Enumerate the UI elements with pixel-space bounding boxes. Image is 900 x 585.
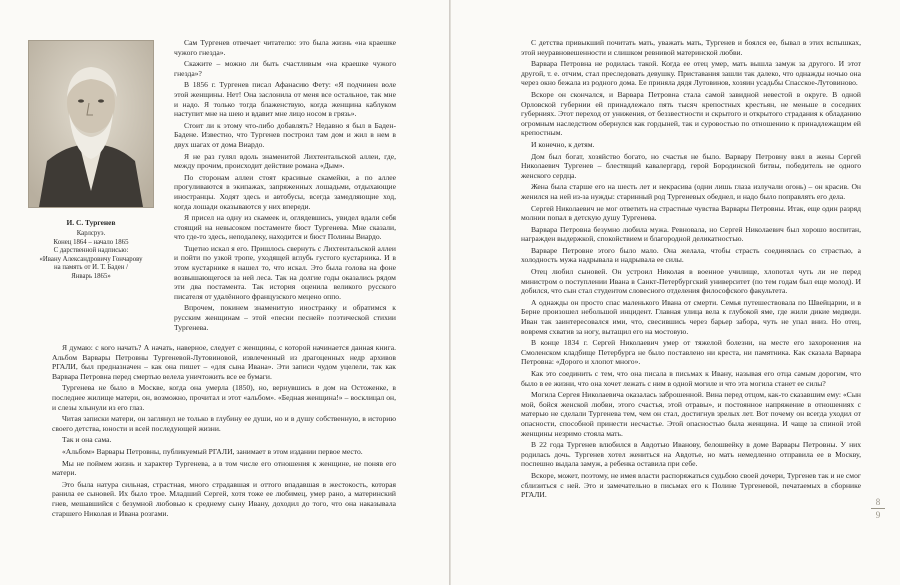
paragraph: Могила Сергея Николаевича оказалась заброшенной. Вина перед отцом, как-то сказавшим ему: «Сын мой, бойся женской любви, этого счастья, этой отравы», и постоянное напряжение в отношениях с матерью не сделали Тургенева тем, чем он стал, достигнув зрелых лет. Вот почему он всегда уходил от опасности, способной принести несчастье. Этой опасностью была женщина. И чаще за спиной этой женщины незримо стояла мать. — [521, 390, 861, 438]
paragraph: Я присел на одну из скамеек и, оглядевшись, увидел вдали себя стоящий на невысоком постаменте бюст Тургенева. Мне сказали, что где-то здесь, неподалеку, находится и бюст Полины Виардо. — [174, 213, 396, 242]
paragraph: Читая записки матери, он заглянул не только в глубину ее души, но и в душу собственную, в историю своего детства, юности и всей последующей жизни. — [52, 414, 396, 433]
paragraph: Тщетно искал я его. Пришлось свернуть с Лихтентальской аллеи и пойти по узкой тропе, уходящей вглубь густого кустарника. И в этом кустарнике я нашел то, что искал. Это была голова на фоне возвышающегося за ней леса. Так на долгие годы оказались рядом эти два постамента. Так история оценила великого русского писателя от удалённого французского мецено оппо. — [174, 243, 396, 301]
caption-line: на память от И. Т. Баден / — [54, 264, 128, 272]
right-text-column — [521, 38, 861, 502]
caption-line: Карлсруэ. — [76, 230, 106, 237]
left-text-column — [174, 38, 396, 334]
paragraph: Сам Тургенев отвечает читателю: это была жизнь «на краешке чужого гнезда». — [174, 38, 396, 57]
paragraph: Сергей Николаевич не мог ответить на страстные чувства Варвары Петровны. Итак, еще один разряд молнии попал в детскую душу Тургенева. — [521, 203, 861, 223]
paragraph: Вскоре он скончался, и Варвара Петровна стала самой завидной невестой в округе. В одной Орловской губернии ей принадлежало пять тысяч крепостных крестьян, не меньше в соседних губерниях. Этот переход от унижения, от беззвестности и скрытого и открытого страдания к обладанию огромным наследством обернулся как гордыней, так и суровостью по отношению к принадлежащим ей крепостным. — [521, 89, 861, 138]
page-number-left: 8 — [875, 497, 881, 507]
caption-line: Конец 1864 – начало 1865 — [53, 238, 129, 246]
paragraph: Впрочем, покинем знаменитую иностранку и обратимся к русским женщинам – этой «песни песней» поэтической стихии Тургенева. — [174, 303, 396, 332]
paragraph: Это была натура сильная, страстная, много страдавшая и оттого впадавшая в жестокость, которая ранила ее сыновей. Их было трое. Младший Сергей, хотя тоже ее любимец, умер рано, а материнский гнев, мешавшийся с безумной любовью к среднему сыну Ивану, доходил до того, что она наказывала старшего Николая и Ивана розгами. — [52, 479, 396, 518]
paragraph: Мы не поймем жизнь и характер Тургенева, а в том числе его отношения к женщине, не поняв его матери. — [52, 458, 396, 478]
right-page — [451, 0, 900, 585]
paragraph: Вскоре, может, поэтому, не имея власти распоряжаться судьбою своей дочери, Тургенев так и не смог сблизиться с ней. Это и замечательно в письмах его к Полине Тургеневой, печатаемых в сборнике РГАЛИ. — [521, 470, 861, 500]
paragraph: Я не раз гулял вдоль знаменитой Лихтентальской аллеи, где, между прочим, происходит действие романа «Дым». — [174, 151, 396, 171]
page-number-right: 9 — [875, 510, 881, 520]
photo-caption — [26, 218, 156, 282]
paragraph: Жена была старше его на шесть лет и некрасива (одни лишь глаза излучали огонь) – он красив. Он женился на ней из-за нужды: старинный род Тургеневых обеднел, и надо было поправлять его дела. — [521, 182, 861, 201]
caption-line: С дарственной надписью: — [53, 247, 129, 255]
left-full-width-text — [52, 343, 396, 520]
paragraph: Скажите – можно ли быть счастливым «на краешке чужого гнезда»? — [174, 59, 396, 78]
portrait-figure — [29, 41, 153, 207]
paragraph: В 1856 г. Тургенев писал Афанасию Фету: «Я подчинен воле этой женщины. Нет! Она заслонила от меня все остальное, так мне и надо. Я только тогда блаженствую, когда женщина каблуком наступит мне на шею и вдавит мне лицо носом в грязь». — [174, 80, 396, 119]
paragraph: Стоит ли к этому что-либо добавлять? Недавно я был в Баден-Бадене. Известно, что Тургенев построил там дом и жил в нем в двух шагах от дома Виардо. — [174, 120, 396, 149]
caption-line: «Ивану Александровичу Гончарову — [39, 255, 143, 263]
paragraph: Так и она сама. — [62, 435, 112, 445]
paragraph: Отец любил сыновей. Он устроил Николая в военное училище, хлопотал чуть ли не перед министром о поступлении Ивана в Санкт-Петербургский университет (по тем годам был еще молод). И добился, что сын стал студентом словесного отделения философского факультета. — [521, 267, 861, 296]
paragraph: Варвара Петровна не родилась такой. Когда ее отец умер, мать вышла замуж за другого. И этот другой, т. е. отчим, стал преследовать девушку. Приставания зашли так далеко, что однажды ночью она через окно бежала из родного дома. Ее приняла дядя Лутовинов, хозяин усадьбы Спасское-Лутовиново. — [521, 59, 861, 88]
paragraph: По сторонам аллеи стоят красивые скамейки, а по аллее прогуливаются в экипажах, запряженных лошадьми, отдыхающие иностранцы. Ходят здесь и автобусы, всегда замедляющие ход, когда лошади оказываются у них впереди. — [174, 172, 396, 211]
paragraph: Варваре Петровне этого было мало. Она желала, чтобы страсть соединялась со страстью, а холодность мужа надрывала и надрывала ее силы. — [521, 245, 861, 265]
paragraph: Я думаю: с кого начать? А начать, наверное, следует с женщины, с которой начинается данная книга. Альбом Варвары Петровны Тургеневой-Лутовиновой, извлеченный из драгоценных недр архивов РГАЛИ, был предназначен – как она пишет – «для сына Ивана». Эти записи чудом уцелели, так как Варвара Петровна перед смертью велела уничтожить все ее бумаги. — [52, 343, 396, 381]
page-number — [871, 497, 885, 520]
paragraph: С детства привыкший почитать мать, уважать мать, Тургенев и боялся ее, бывал в этих вспышках, этой неуравновешенности и слишком ревнивой материнской любви. — [521, 38, 861, 57]
paragraph: Как это соединить с тем, что она писала в письмах к Ивану, называя его отца самым дорогим, что было в ее жизни, что она хочет лежать с ним в одной могиле и что эта могила станет ее силы? — [521, 369, 861, 388]
paragraph: В 22 года Тургенев влюбился в Авдотью Иванову, белошвейку в доме Варвары Петровны. У них родилась дочь. Тургенев хотел жениться на Авдотье, но мать немедленно отправила ее в Москву, поспешно выдала замуж, а ребенка оставила при себе. — [521, 440, 861, 469]
page-number-divider — [871, 508, 885, 509]
paragraph: И конечно, к детям. — [531, 139, 595, 149]
left-page — [0, 0, 449, 585]
caption-title: И. С. Тургенев — [66, 218, 116, 227]
paragraph: Дом был богат, хозяйство богато, но счастья не было. Варвару Петровну взял в жены Сергей Николаевич Тургенев – блестящий кавалергард, герой Бородинской битвы, победитель не одного женского сердца. — [521, 151, 861, 180]
paragraph: Тургенева не было в Москве, когда она умерла (1850), но, вернувшись в дом на Остоженке, в последнее жилище матери, он, возможно, прочитал и этот «альбом». «Бедная женщина!» – восклицал он, и слезы хлынули из его глаз. — [52, 383, 396, 412]
paragraph: А однажды он просто спас маленького Ивана от смерти. Семья путешествовала по Швейцарии, и в Берне произошел небольшой инцидент. Главная улица вела к глубокой яме, где жили дикие медведи. Иван так заинтересовался ими, что, свесившись через барьер забора, чуть не упал вниз. Но отец, вовремя схватив за ногу, вытащил его на мостовую. — [521, 297, 861, 336]
paragraph: «Альбом» Варвары Петровны, публикуемый РГАЛИ, занимает в этом издании первое место. — [62, 446, 363, 456]
paragraph: В конце 1834 г. Сергей Николаевич умер от тяжелой болезни, на месте его захоронения на Смоленском кладбище Петербурга не было поставлено ни креста, ни памятника. Как сказала Варвара Петровна: «Дорого и хлопот много». — [521, 338, 861, 367]
portrait-photo — [28, 40, 154, 208]
paragraph: Варвара Петровна безумно любила мужа. Ревновала, но Сергей Николаевич был хорошо воспитан, награжден выдержкой, спокойствием и благородной деликатностью. — [521, 224, 861, 244]
caption-line: Январь 1865» — [71, 272, 111, 280]
